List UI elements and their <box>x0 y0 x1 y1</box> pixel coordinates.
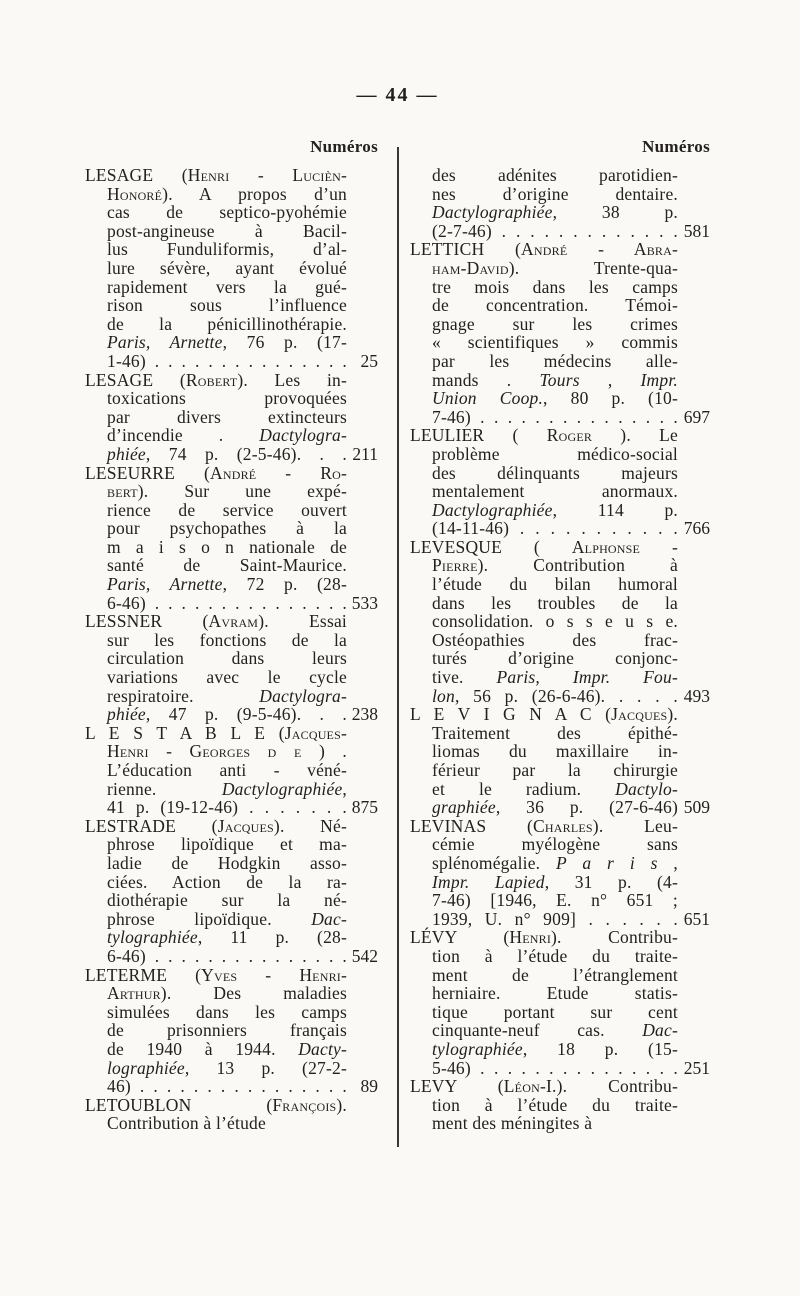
entry-line: Dactylographiée, 38 p. <box>432 202 678 223</box>
entry-line: respiratoire. Dactylogra- <box>107 685 347 706</box>
entry-line: (2-7-46) . . . . . . . . . . . . . <box>432 220 678 241</box>
entry-line: ment des méningites à <box>432 1113 593 1134</box>
entry-text <box>410 426 678 538</box>
entry-line: tre mois dans les camps <box>432 276 678 297</box>
entry-line: de 1940 à 1944. Dacty- <box>107 1038 347 1059</box>
entry-line: santé de Saint-Maurice. <box>107 555 347 576</box>
entry-line: LEVY (Léon-I.). Contribu- <box>410 1076 678 1097</box>
entry-text <box>85 817 347 966</box>
entry-line: de prisonniers français <box>107 1020 347 1041</box>
entry-line: rapidement vers la gué- <box>107 276 347 297</box>
bibliography-entry <box>410 1077 710 1133</box>
entry-line: LETERME (Yves - Henri- <box>85 964 347 985</box>
column-divider <box>397 147 399 1147</box>
entry-line: phrose lipoïdique et ma- <box>107 834 347 855</box>
entry-line: dans les troubles de la <box>432 592 678 613</box>
entry-number: 25 <box>360 350 378 371</box>
entry-line: Traitement des épithé- <box>432 722 678 743</box>
entry-line: diothérapie sur la né- <box>107 890 347 911</box>
entry-line: lus Funduliformis, d’al- <box>107 239 347 260</box>
entry-line: LESAGE (Robert). Les in- <box>85 369 347 390</box>
entry-line: et le radium. Dactylo- <box>432 778 678 799</box>
entry-line: des délinquants majeurs <box>432 462 678 483</box>
entry-line: lon, 56 p. (26-6-46). . . . . <box>432 685 678 706</box>
bibliography-entry <box>410 166 710 240</box>
entry-line: LESSNER (Avram). Essai <box>85 611 347 632</box>
entry-line: liomas du maxillaire in- <box>432 741 678 762</box>
entry-text <box>85 464 347 613</box>
entry-text <box>410 240 678 426</box>
entry-text <box>410 1077 678 1133</box>
entry-line: Paris, Arnette, 76 p. (17- <box>107 332 347 353</box>
entry-text <box>85 371 347 464</box>
entry-line: mentalement anormaux. <box>432 481 678 502</box>
entry-line: tive. Paris, Impr. Fou- <box>432 667 678 688</box>
entry-text <box>410 817 678 929</box>
entry-line: (14-11-46) . . . . . . . . . . . <box>432 518 678 539</box>
entry-line: Impr. Lapied, 31 p. (4- <box>432 871 678 892</box>
entry-line: LEVESQUE ( Alphonse - <box>410 536 678 557</box>
entry-line: variations avec le cycle <box>107 667 347 688</box>
entry-line: nes d’origine dentaire. <box>432 183 678 204</box>
entry-number: 697 <box>683 406 710 427</box>
entry-line: L E S T A B L E (Jacques- <box>85 722 347 743</box>
entry-line: ment de l’étranglement <box>432 964 678 985</box>
entry-line: cas de septico-pyohémie <box>107 202 347 223</box>
entry-line: herniaire. Etude statis- <box>432 983 678 1004</box>
entry-number: 493 <box>683 685 710 706</box>
entry-line: ladie de Hodgkin asso- <box>107 852 347 873</box>
entry-line: LESTRADE (Jacques). Né- <box>85 815 347 836</box>
entry-line: tylographiée, 11 p. (28- <box>107 927 347 948</box>
entry-line: tique portant sur cent <box>432 1001 678 1022</box>
entry-number: 509 <box>683 797 710 818</box>
column-header-numeros: Numéros <box>642 137 710 156</box>
bibliography-entry <box>85 371 378 464</box>
bibliography-entry <box>85 966 378 1096</box>
entry-line: pour psychopathes à la <box>107 518 347 539</box>
entry-text <box>410 928 678 1077</box>
entry-line: ciées. Action de la ra- <box>107 871 347 892</box>
entry-line: lure sévère, ayant évolué <box>107 257 347 278</box>
column-header-numeros: Numéros <box>310 137 378 156</box>
left-column-entries <box>85 166 378 1133</box>
entry-number: 542 <box>351 945 378 966</box>
bibliography-entry <box>85 612 378 724</box>
entry-line: par divers extincteurs <box>107 406 347 427</box>
entry-line: simulées dans les camps <box>107 1001 347 1022</box>
entry-line: phiée, 47 p. (9-5-46). . . <box>107 704 347 725</box>
entry-line: LEULIER ( Roger ). Le <box>410 425 678 446</box>
entry-line: par les médecins alle- <box>432 350 678 371</box>
entry-text <box>85 1096 347 1133</box>
entry-line: LESEURRE (André - Ro- <box>85 462 347 483</box>
entry-line: LESAGE (Henri - Lucièn- <box>85 165 347 185</box>
entry-line: Henri - Georges d e ) . <box>107 741 347 762</box>
entry-line: tion à l’étude du traite- <box>432 945 678 966</box>
bibliography-entry <box>410 817 710 929</box>
entry-number: 89 <box>360 1076 378 1097</box>
entry-line: post-angineuse à Bacil- <box>107 220 347 241</box>
entry-line: L’éducation anti - véné- <box>107 760 347 780</box>
bibliography-entry <box>85 464 378 613</box>
entry-line: Arthur). Des maladies <box>107 983 347 1004</box>
entry-text <box>85 966 347 1096</box>
entry-line: l’étude du bilan humoral <box>432 574 678 595</box>
bibliography-entry <box>410 705 710 817</box>
entry-line: Dactylographiée, 114 p. <box>432 499 678 520</box>
bibliography-entry <box>85 724 378 817</box>
entry-line: de la pénicillinothérapie. <box>107 313 347 334</box>
entry-line: bert). Sur une expé- <box>107 481 347 502</box>
entry-number: 238 <box>351 704 378 725</box>
entry-line: sur les fonctions de la <box>107 629 347 650</box>
entry-line: 46) . . . . . . . . . . . . . . . . <box>107 1076 347 1097</box>
entry-line: férieur par la chirurgie <box>432 760 678 780</box>
entry-line: cémie myélogène sans <box>432 834 678 855</box>
entry-text <box>85 724 347 817</box>
entry-line: mands . Tours , Impr. <box>432 369 678 390</box>
entry-line: Union Coop., 80 p. (10- <box>432 388 678 409</box>
bibliography-entry <box>410 928 710 1077</box>
entry-line: LEVINAS (Charles). Leu- <box>410 815 678 836</box>
entry-line: 41 p. (19-12-46) . . . . . . . <box>107 797 347 818</box>
entry-number: 211 <box>352 443 378 464</box>
entry-line: LETOUBLON (François). <box>85 1094 347 1115</box>
entry-number: 766 <box>683 518 710 539</box>
entry-line: rienne. Dactylographiée, <box>107 778 347 799</box>
entry-line: « scientifiques » commis <box>432 332 678 353</box>
bibliography-entry <box>85 817 378 966</box>
right-column <box>410 137 710 1133</box>
entry-line: Paris, Arnette, 72 p. (28- <box>107 574 347 595</box>
entry-line: cinquante-neuf cas. Dac- <box>432 1020 678 1041</box>
entry-line: Contribution à l’étude <box>107 1113 266 1134</box>
entry-line: Ostéopathies des frac- <box>432 629 678 650</box>
entry-line: des adénites parotidien- <box>432 165 678 185</box>
entry-line: phiée, 74 p. (2-5-46). . . <box>107 443 347 464</box>
entry-number: 533 <box>351 592 378 613</box>
entry-number: 581 <box>683 220 710 241</box>
entry-number: 251 <box>683 1057 710 1078</box>
entry-line: Pierre). Contribution à <box>432 555 678 576</box>
entry-line: splénomégalie. P a r i s , <box>432 852 679 873</box>
entry-line: 1-46) . . . . . . . . . . . . . . . <box>107 350 347 371</box>
entry-line: gnage sur les crimes <box>432 313 678 334</box>
entry-number: 875 <box>351 797 378 818</box>
entry-line: L E V I G N A C (Jacques). <box>410 704 678 725</box>
entry-line: rison sous l’influence <box>107 295 347 316</box>
entry-line: Honoré). A propos d’un <box>107 183 347 204</box>
bibliography-entry <box>410 426 710 538</box>
entry-line: problème médico-social <box>432 443 678 464</box>
entry-text <box>410 705 678 817</box>
entry-number: 651 <box>683 908 710 929</box>
entry-text <box>410 538 678 705</box>
entry-text <box>410 166 678 240</box>
entry-text <box>85 612 347 724</box>
bibliography-entry <box>85 1096 378 1133</box>
entry-line: de concentration. Témoi- <box>432 295 678 316</box>
entry-line: turés d’origine conjonc- <box>432 648 678 669</box>
bibliography-entry <box>410 538 710 705</box>
entry-line: m a i s o n nationale de <box>107 536 347 557</box>
entry-line: 1939, U. n° 909] . . . . . . <box>432 908 678 929</box>
entry-line: tylographiée, 18 p. (15- <box>432 1038 678 1059</box>
entry-line: graphiée, 36 p. (27-6-46) <box>432 797 678 818</box>
entry-line: 6-46) . . . . . . . . . . . . . . . <box>107 592 347 613</box>
bibliography-entry <box>85 166 378 371</box>
entry-line: tion à l’étude du traite- <box>432 1094 678 1115</box>
entry-line: phrose lipoïdique. Dac- <box>107 908 347 929</box>
entry-line: LETTICH (André - Abra- <box>410 239 678 260</box>
entry-line: LÉVY (Henri). Contribu- <box>410 927 678 948</box>
entry-line: rience de service ouvert <box>107 499 347 520</box>
left-column <box>85 137 378 1133</box>
entry-line: 6-46) . . . . . . . . . . . . . . . <box>107 945 347 966</box>
entry-line: 5-46) . . . . . . . . . . . . . . . <box>432 1057 678 1078</box>
entry-line: toxications provoquées <box>107 388 347 409</box>
entry-line: consolidation. o s s e u s e. <box>432 611 678 632</box>
right-column-entries <box>410 166 710 1133</box>
entry-line: ham-David). Trente-qua- <box>432 257 678 278</box>
page-number: — 44 — <box>356 84 439 106</box>
entry-line: d’incendie . Dactylogra- <box>107 425 347 446</box>
entry-line: 7-46) [1946, E. n° 651 ; <box>432 890 678 911</box>
bibliography-entry <box>410 240 710 426</box>
entry-text <box>85 166 347 371</box>
entry-line: 7-46) . . . . . . . . . . . . . . . <box>432 406 678 427</box>
entry-line: lographiée, 13 p. (27-2- <box>107 1057 347 1078</box>
entry-line: circulation dans leurs <box>107 648 347 669</box>
